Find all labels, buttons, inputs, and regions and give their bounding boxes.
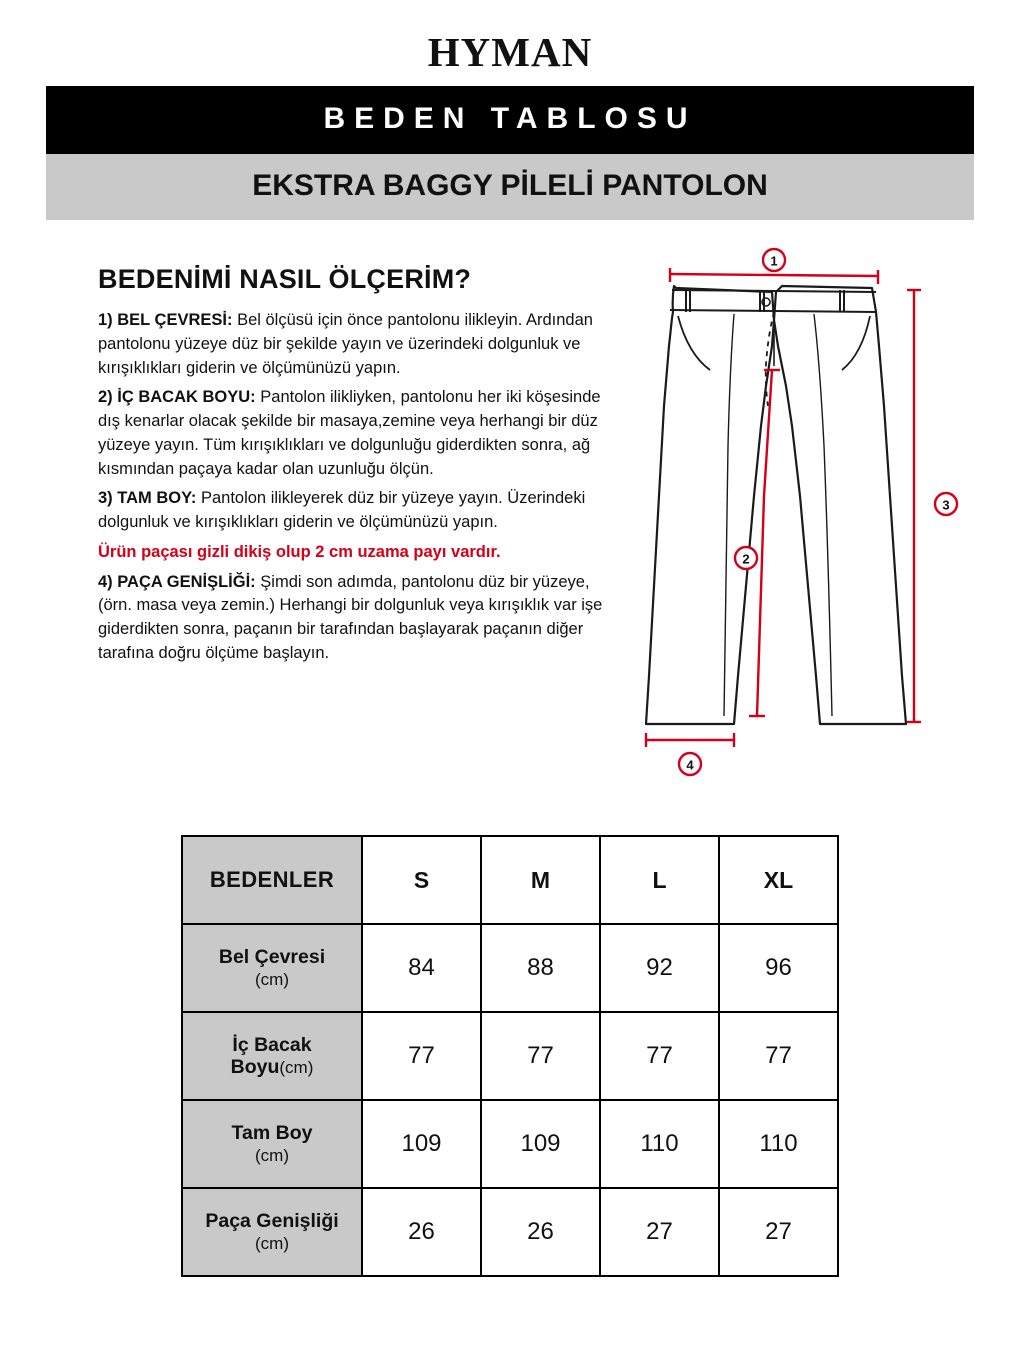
stretch-note: Ürün paçası gizli dikiş olup 2 cm uzama payı vardır. (98, 542, 501, 561)
row-label: Tam Boy (231, 1121, 313, 1144)
cell-waist-s: 84 (362, 924, 481, 1012)
content-area (0, 220, 1020, 799)
cell-total-xl: 110 (719, 1100, 838, 1188)
instruction-1-label: 1) BEL ÇEVRESİ: (98, 311, 233, 329)
cell-leg-s: 26 (362, 1188, 481, 1276)
table-row (182, 924, 838, 1012)
svg-text:2: 2 (742, 551, 750, 567)
page-title-bar: BEDEN TABLOSU (46, 86, 974, 154)
howto-title: BEDENİMİ NASIL ÖLÇERİM? (98, 264, 472, 294)
instructions-column (54, 254, 604, 799)
instruction-3-label: 3) TAM BOY: (98, 489, 197, 508)
cell-total-l: 110 (600, 1100, 719, 1188)
row-header-waist (182, 924, 362, 1012)
cell-waist-xl: 96 (719, 924, 838, 1012)
cell-inseam-l: 77 (600, 1012, 719, 1100)
table-row (182, 1100, 838, 1188)
column-header-l: L (600, 836, 719, 924)
cell-waist-m: 88 (481, 924, 600, 1012)
instruction-4 (98, 571, 604, 666)
size-table (181, 835, 839, 1277)
cell-waist-l: 92 (600, 924, 719, 1012)
instruction-3 (98, 487, 604, 535)
column-header-xl: XL (719, 836, 838, 924)
instruction-2-text: Pantolon ilikliyken, pantolonu her iki köşesinde dış kenarlar olacak şekilde bir masaya,zemine veya herhangi bir düz yüzeye yayın. Tüm kırışıklıkları ve dolgunluğu giderdikten sonra, ağ kısmından paçaya kadar olan uzunluğu ölçün. (98, 388, 601, 478)
table-row (182, 1012, 838, 1100)
cell-leg-xl: 27 (719, 1188, 838, 1276)
cell-leg-m: 26 (481, 1188, 600, 1276)
cell-inseam-s: 77 (362, 1012, 481, 1100)
column-header-m: M (481, 836, 600, 924)
diagram-column (614, 254, 974, 799)
trousers-svg (614, 246, 974, 786)
row-label-2: Boyu (230, 1056, 280, 1078)
instruction-1-text: Bel ölçüsü için önce pantolonu ilikleyin. Ardından pantolonu yüzeye düz bir şekilde yayın ve üzerindeki dolgunluk ve kırışıklıkları giderin ve ölçümünüzü yapın. (98, 311, 593, 377)
column-header-s: S (362, 836, 481, 924)
row-unit: (cm) (279, 1058, 314, 1077)
row-header-inseam (182, 1012, 362, 1100)
svg-text:3: 3 (942, 497, 950, 513)
table-header-row (182, 836, 838, 924)
marker-4 (679, 753, 701, 775)
instruction-4-label: 4) PAÇA GENİŞLİĞİ: (98, 572, 256, 591)
product-title-bar: EKSTRA BAGGY PİLELİ PANTOLON (46, 154, 974, 220)
instruction-1 (98, 309, 604, 380)
instruction-3-text: Pantolon ilikleyerek düz bir yüzeye yayın. Üzerindeki dolgunluk ve kırışıklıkları giderin ve ölçümünüzü yapın. (98, 489, 586, 531)
table-row (182, 1188, 838, 1276)
marker-3 (935, 493, 957, 515)
marker-2 (735, 547, 757, 569)
row-label: İç Bacak (232, 1033, 312, 1056)
row-unit: (cm) (255, 1146, 289, 1165)
svg-text:1: 1 (770, 253, 778, 269)
instruction-2-label: 2) İÇ BACAK BOYU: (98, 388, 256, 407)
row-header-leg-opening (182, 1188, 362, 1276)
instruction-2 (98, 386, 604, 481)
brand-logo: HYMAN (427, 29, 593, 75)
cell-inseam-m: 77 (481, 1012, 600, 1100)
row-label: Bel Çevresi (218, 945, 326, 968)
instruction-4-text: Şimdi son adımda, pantolonu düz bir yüzeye, (örn. masa veya zemin.) Herhangi bir dolgunluk veya kırışıklık var işe giderdikten sonra, paçanın bir tarafından başlayarak paçanın diğer tarafına doğru ölçüme başlayın. (98, 572, 603, 662)
marker-1 (763, 249, 785, 271)
row-label: Paça Genişliği (205, 1209, 339, 1232)
row-unit: (cm) (255, 970, 289, 989)
svg-text:4: 4 (686, 757, 694, 773)
cell-leg-l: 27 (600, 1188, 719, 1276)
cell-total-m: 109 (481, 1100, 600, 1188)
cell-inseam-xl: 77 (719, 1012, 838, 1100)
row-header-total-length (182, 1100, 362, 1188)
row-unit: (cm) (255, 1234, 289, 1253)
cell-total-s: 109 (362, 1100, 481, 1188)
trousers-diagram (614, 246, 974, 791)
table-corner-header: BEDENLER (182, 836, 362, 924)
